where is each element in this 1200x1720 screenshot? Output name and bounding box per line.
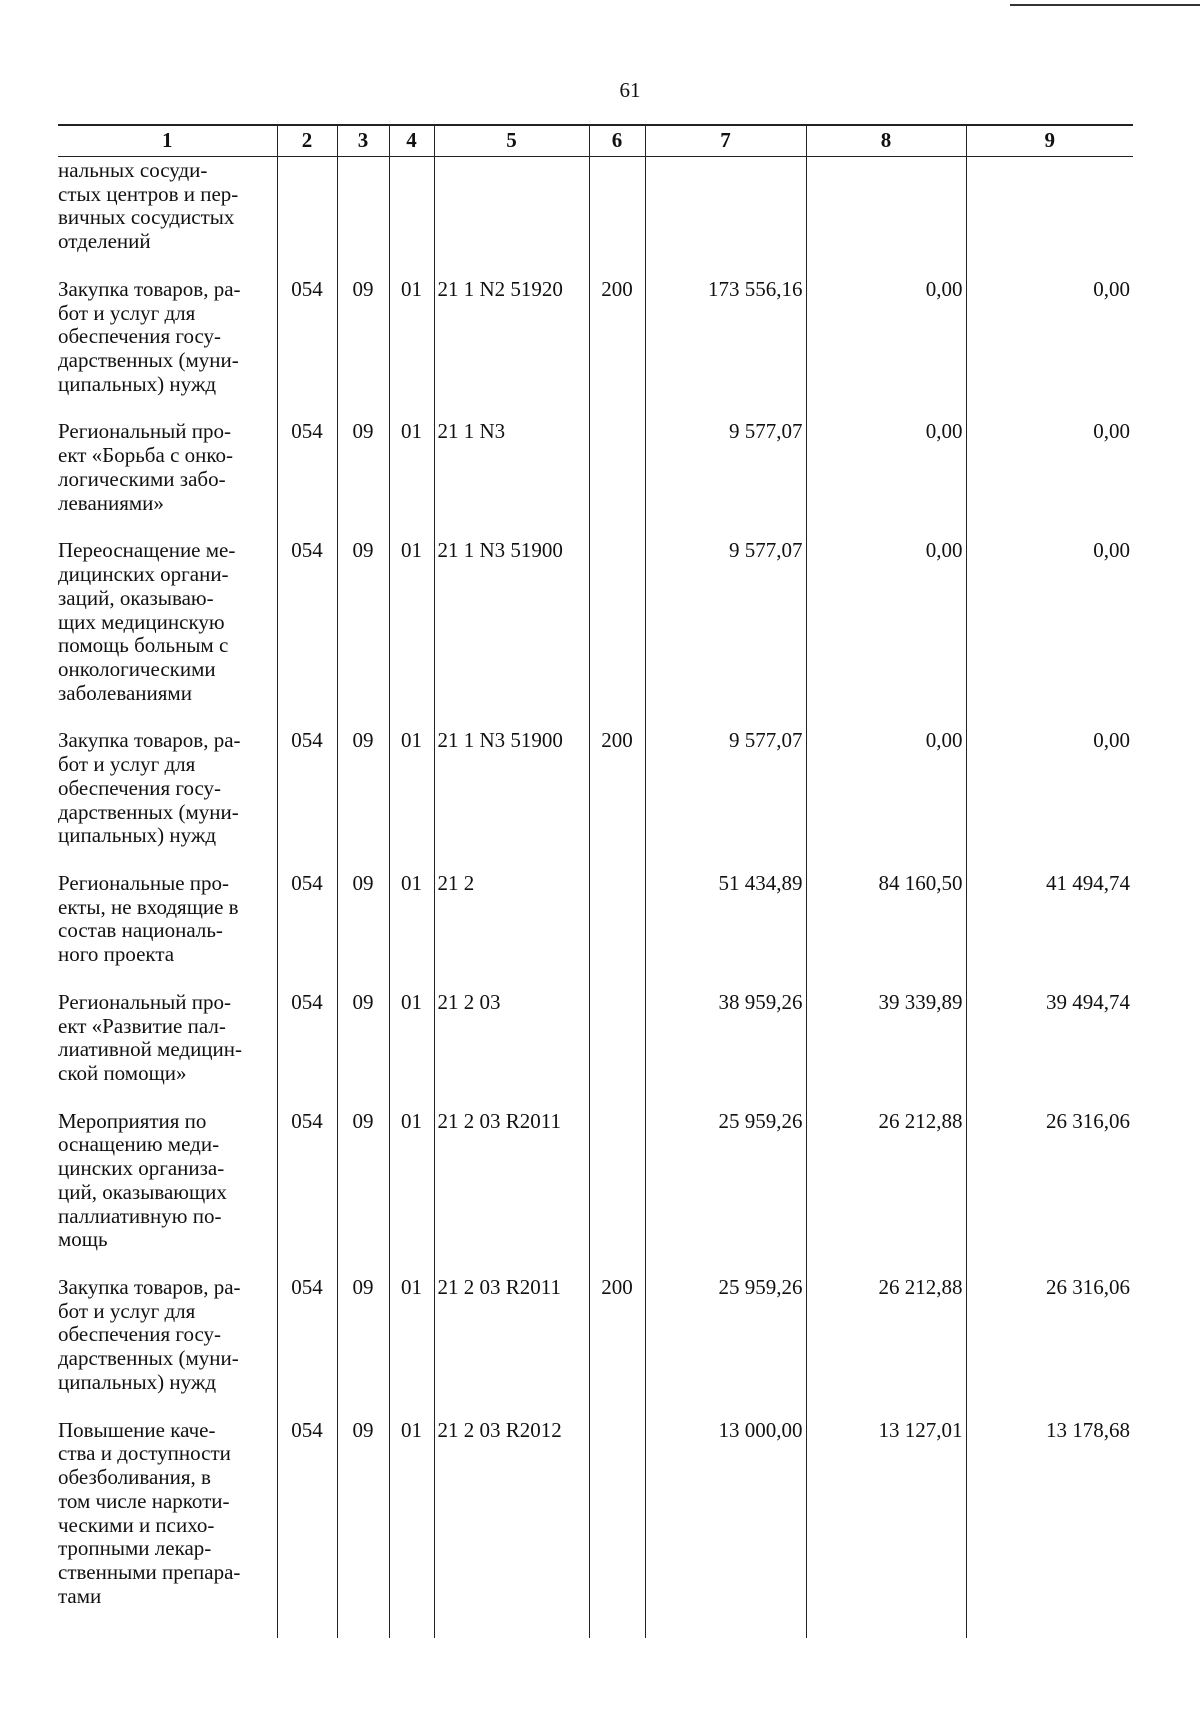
amount-col8-cell: 39 339,89	[806, 989, 966, 1108]
target-article-cell: 21 2	[434, 870, 589, 989]
row-name-cell: Повышение каче- ства и доступности обезболивания, в том числе наркоти- ческими и психо- тропными лекар- ственными препара- тами	[58, 1417, 241, 1608]
section-code-cell	[337, 157, 389, 276]
budget-table	[58, 124, 1133, 1638]
empty-cell	[337, 1630, 389, 1638]
amount-col8-cell: 13 127,01	[806, 1417, 966, 1631]
amount-col8-cell	[806, 157, 966, 276]
section-code-cell: 09	[337, 537, 389, 727]
amount-col7-cell: 9 577,07	[645, 418, 806, 537]
expense-type-cell: 200	[589, 276, 645, 419]
table-row	[58, 537, 1133, 727]
amount-col9-cell: 26 316,06	[966, 1108, 1133, 1274]
column-header: 2	[277, 125, 337, 157]
amount-col8-cell: 0,00	[806, 537, 966, 727]
column-header: 9	[966, 125, 1133, 157]
column-header: 5	[434, 125, 589, 157]
section-code-cell: 09	[337, 276, 389, 419]
admin-code-cell: 054	[277, 1274, 337, 1417]
amount-col7-cell: 38 959,26	[645, 989, 806, 1108]
table-row	[58, 989, 1133, 1108]
empty-cell	[58, 1630, 277, 1638]
row-name-cell: Закупка товаров, ра- бот и услуг для обеспечения госу- дарственных (муни- ципальных) нужд	[58, 276, 241, 396]
row-name-cell: Закупка товаров, ра- бот и услуг для обеспечения госу- дарственных (муни- ципальных) нужд	[58, 1275, 241, 1394]
row-name-cell: Закупка товаров, ра- бот и услуг для обеспечения госу- дарственных (муни- ципальных) нужд	[58, 728, 241, 848]
amount-col9-cell	[966, 157, 1133, 276]
admin-code-cell: 054	[277, 276, 337, 419]
amount-col8-cell: 0,00	[806, 418, 966, 537]
target-article-cell: 21 1 N2 51920	[434, 276, 589, 419]
amount-col9-cell: 0,00	[966, 418, 1133, 537]
amount-col8-cell: 26 212,88	[806, 1108, 966, 1274]
target-article-cell: 21 1 N3 51900	[434, 537, 589, 727]
table-row	[58, 1108, 1133, 1274]
target-article-cell: 21 1 N3 51900	[434, 727, 589, 870]
amount-col7-cell: 25 959,26	[645, 1108, 806, 1274]
expense-type-cell	[589, 1108, 645, 1274]
subsection-code-cell: 01	[389, 537, 434, 727]
section-code-cell: 09	[337, 1274, 389, 1417]
empty-cell	[277, 1630, 337, 1638]
header-row	[58, 125, 1133, 157]
amount-col9-cell: 0,00	[966, 276, 1133, 419]
admin-code-cell: 054	[277, 727, 337, 870]
column-header: 3	[337, 125, 389, 157]
empty-cell	[389, 1630, 434, 1638]
amount-col9-cell: 26 316,06	[966, 1274, 1133, 1417]
table-tail	[58, 1630, 1133, 1638]
admin-code-cell: 054	[277, 537, 337, 727]
empty-cell	[434, 1630, 589, 1638]
empty-cell	[645, 1630, 806, 1638]
target-article-cell: 21 1 N3	[434, 418, 589, 537]
section-code-cell: 09	[337, 727, 389, 870]
amount-col7-cell: 9 577,07	[645, 537, 806, 727]
admin-code-cell: 054	[277, 1108, 337, 1274]
amount-col9-cell: 39 494,74	[966, 989, 1133, 1108]
expense-type-cell	[589, 537, 645, 727]
row-name-cell: Переоснащение ме- дицинских органи- заций, оказываю- щих медицинскую помощь больным с онкологическими заболеваниями	[58, 538, 236, 705]
admin-code-cell: 054	[277, 418, 337, 537]
target-article-cell: 21 2 03	[434, 989, 589, 1108]
top-edge-rule	[1010, 4, 1200, 6]
admin-code-cell: 054	[277, 870, 337, 989]
expense-type-cell: 200	[589, 727, 645, 870]
expense-type-cell	[589, 989, 645, 1108]
admin-code-cell: 054	[277, 1417, 337, 1631]
amount-col7-cell: 9 577,07	[645, 727, 806, 870]
target-article-cell: 21 2 03 R2011	[434, 1274, 589, 1417]
section-code-cell: 09	[337, 1417, 389, 1631]
amount-col8-cell: 84 160,50	[806, 870, 966, 989]
row-name-cell: Региональный про- ект «Борьба с онко- логическими забо- леваниями»	[58, 419, 234, 515]
subsection-code-cell: 01	[389, 989, 434, 1108]
target-article-cell: 21 2 03 R2012	[434, 1417, 589, 1631]
column-header: 7	[645, 125, 806, 157]
amount-col8-cell: 26 212,88	[806, 1274, 966, 1417]
amount-col7-cell	[645, 157, 806, 276]
amount-col9-cell: 0,00	[966, 537, 1133, 727]
admin-code-cell	[277, 157, 337, 276]
empty-cell	[589, 1630, 645, 1638]
empty-cell	[806, 1630, 966, 1638]
amount-col7-cell: 51 434,89	[645, 870, 806, 989]
empty-cell	[966, 1630, 1133, 1638]
amount-col8-cell: 0,00	[806, 727, 966, 870]
column-header: 1	[58, 125, 277, 157]
expense-type-cell: 200	[589, 1274, 645, 1417]
table-row	[58, 727, 1133, 870]
subsection-code-cell: 01	[389, 418, 434, 537]
table-body	[58, 157, 1133, 1639]
subsection-code-cell	[389, 157, 434, 276]
subsection-code-cell: 01	[389, 727, 434, 870]
section-code-cell: 09	[337, 418, 389, 537]
column-header: 6	[589, 125, 645, 157]
row-name-cell: Региональные про- екты, не входящие в состав националь- ного проекта	[58, 870, 239, 967]
amount-col7-cell: 13 000,00	[645, 1417, 806, 1631]
table-row	[58, 1274, 1133, 1417]
subsection-code-cell: 01	[389, 276, 434, 419]
table-row	[58, 1417, 1133, 1631]
subsection-code-cell: 01	[389, 1417, 434, 1631]
target-article-cell: 21 2 03 R2011	[434, 1108, 589, 1274]
expense-type-cell	[589, 157, 645, 276]
subsection-code-cell: 01	[389, 1108, 434, 1274]
row-name-cell: нальных сосуди- стых центров и пер- вичных сосудистых отделений	[58, 158, 239, 254]
expense-type-cell	[589, 870, 645, 989]
column-header: 8	[806, 125, 966, 157]
row-name-cell: Региональный про- ект «Развитие пал- лиативной медицин- ской помощи»	[58, 989, 243, 1085]
expense-type-cell	[589, 1417, 645, 1631]
row-name-cell: Мероприятия по оснащению меди- цинских организа- ций, оказывающих паллиативную по- мощь	[58, 1108, 227, 1252]
subsection-code-cell: 01	[389, 1274, 434, 1417]
table-row	[58, 870, 1133, 989]
admin-code-cell: 054	[277, 989, 337, 1108]
amount-col9-cell: 0,00	[966, 727, 1133, 870]
section-code-cell: 09	[337, 870, 389, 989]
table-row	[58, 276, 1133, 419]
section-code-cell: 09	[337, 1108, 389, 1274]
amount-col7-cell: 173 556,16	[645, 276, 806, 419]
amount-col7-cell: 25 959,26	[645, 1274, 806, 1417]
section-code-cell: 09	[337, 989, 389, 1108]
amount-col9-cell: 41 494,74	[966, 870, 1133, 989]
page-number: 61	[619, 78, 641, 102]
column-header: 4	[389, 125, 434, 157]
table-row	[58, 157, 1133, 276]
table-row	[58, 418, 1133, 537]
expense-type-cell	[589, 418, 645, 537]
target-article-cell	[434, 157, 589, 276]
subsection-code-cell: 01	[389, 870, 434, 989]
amount-col9-cell: 13 178,68	[966, 1417, 1133, 1631]
amount-col8-cell: 0,00	[806, 276, 966, 419]
